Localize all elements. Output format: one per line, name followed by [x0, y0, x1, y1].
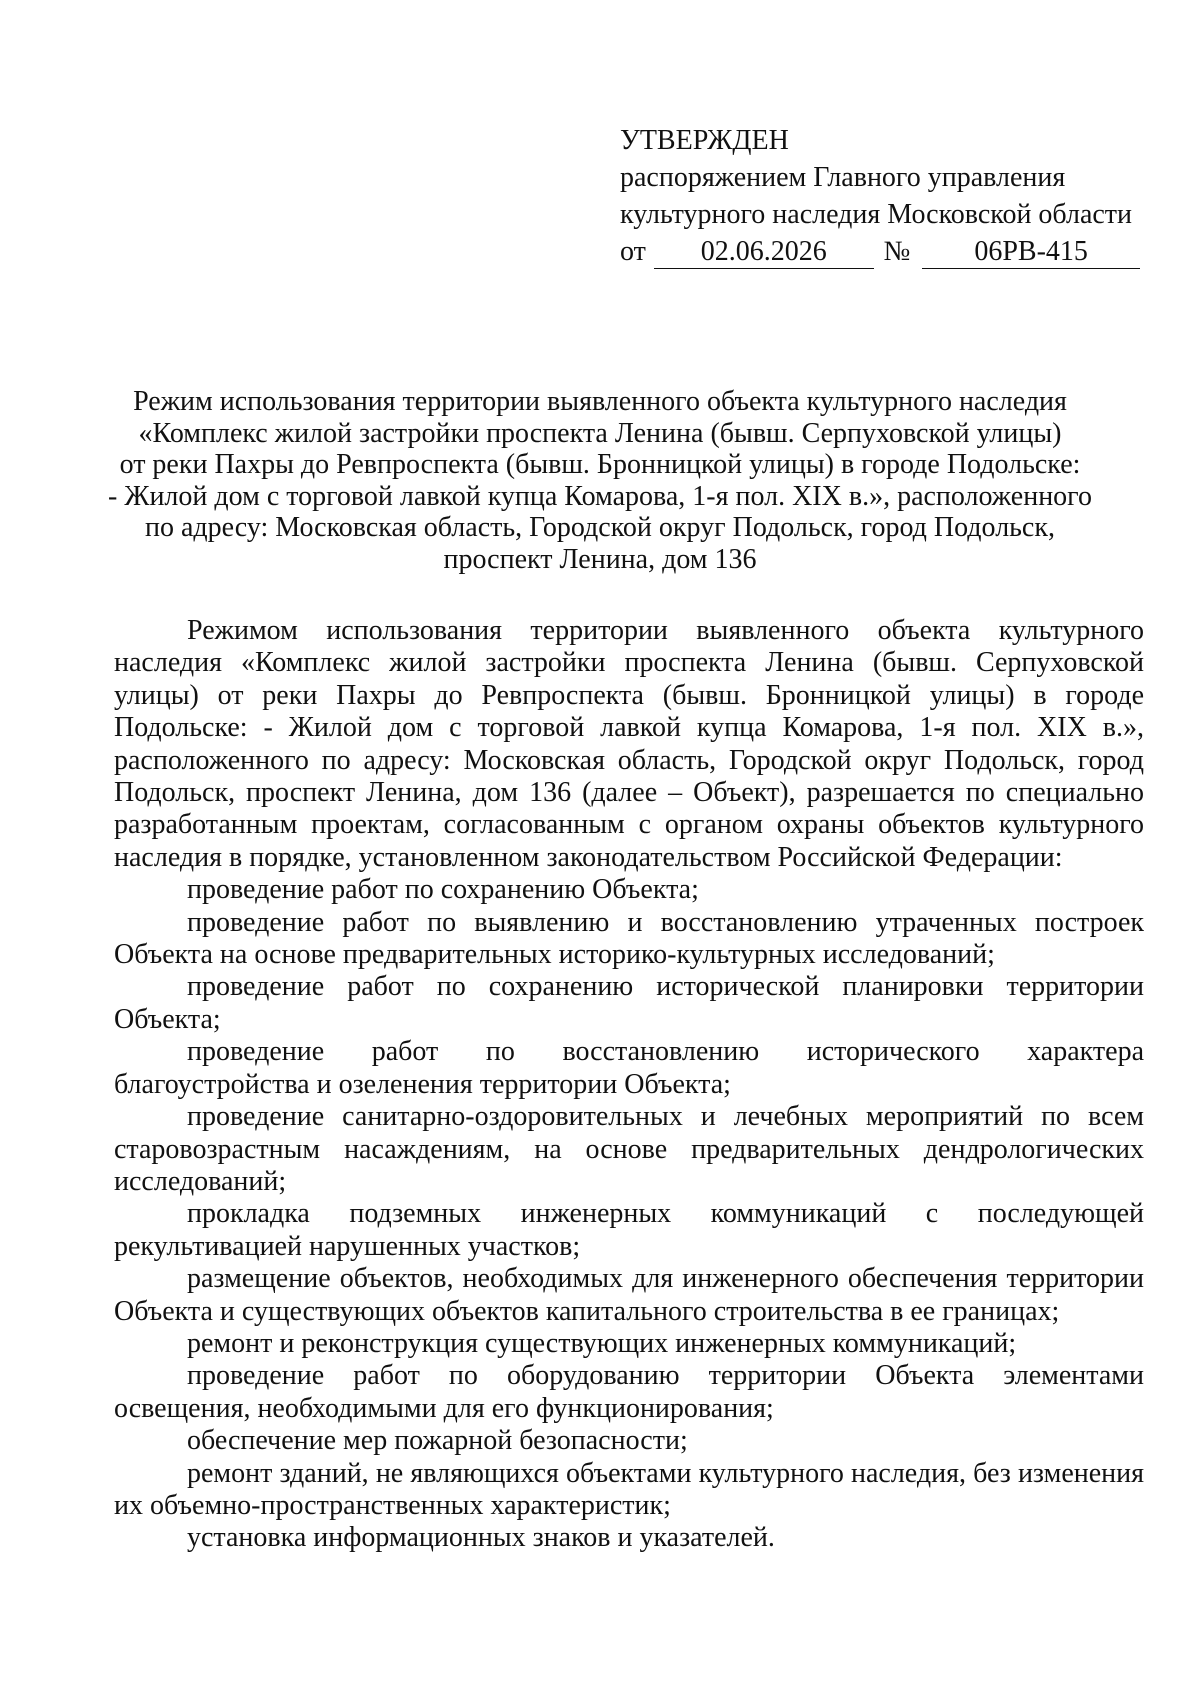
body-line: Подольске: - Жилой дом с торговой лавкой купца Комарова, 1-я пол. XIX в.», — [114, 712, 1144, 744]
list-item: проведение работ по выявлению и восстановлению утраченных построек — [187, 906, 1144, 938]
approval-line: распоряжением Главного управления — [620, 162, 1066, 193]
title-line: «Комплекс жилой застройки проспекта Ленина (бывш. Серпуховской улицы) — [138, 417, 1062, 449]
list-item: проведение работ по восстановлению исторического характера — [187, 1036, 1144, 1068]
number-sign: № — [883, 236, 911, 267]
list-item: проведение работ по оборудованию территории Объекта элементами — [187, 1360, 1144, 1392]
body-line: расположенного по адресу: Московская область, Городской округ Подольск, город — [114, 744, 1144, 776]
document-title — [100, 386, 1100, 575]
list-item: ремонт зданий, не являющихся объектами культурного наследия, без изменения — [187, 1457, 1144, 1489]
list-item: ремонт и реконструкция существующих инженерных коммуникаций; — [187, 1327, 1017, 1359]
list-item: проведение работ по сохранению Объекта; — [187, 874, 699, 906]
title-line: проспект Ленина, дом 136 — [443, 543, 757, 575]
document-body — [114, 615, 1144, 1555]
list-item-continuation: Объекта и существующих объектов капитального строительства в ее границах; — [114, 1295, 1060, 1327]
list-item-continuation: Объекта; — [114, 1003, 221, 1035]
list-item-continuation: старовозрастным насаждениям, на основе предварительных дендрологических — [114, 1133, 1144, 1165]
list-item-continuation: рекультивацией нарушенных участков; — [114, 1230, 581, 1262]
body-line: Режимом использования территории выявленного объекта культурного — [187, 615, 1144, 646]
title-line: по адресу: Московская область, Городской округ Подольск, город Подольск, — [145, 512, 1055, 543]
body-line: разработанным проектам, согласованным с органом охраны объектов культурного — [114, 809, 1144, 841]
list-item: проведение санитарно-оздоровительных и лечебных мероприятий по всем — [187, 1101, 1144, 1133]
list-item: размещение объектов, необходимых для инженерного обеспечения территории — [187, 1263, 1144, 1295]
body-line: улицы) от реки Пахры до Ревпроспекта (бывш. Бронницкой улицы) в городе — [114, 679, 1144, 711]
title-line: от реки Пахры до Ревпроспекта (бывш. Бронницкой улицы) в городе Подольске: — [119, 449, 1081, 480]
list-item-continuation: исследований; — [114, 1165, 287, 1197]
list-item: установка информационных знаков и указателей. — [187, 1522, 775, 1554]
body-line: наследия «Комплекс жилой застройки проспекта Ленина (бывш. Серпуховской — [114, 647, 1144, 679]
list-item: прокладка подземных инженерных коммуникаций с последующей — [187, 1198, 1144, 1230]
body-line: наследия в порядке, установленном законодательством Российской Федерации: — [114, 841, 1063, 873]
approval-date: 02.06.2026 — [654, 235, 874, 269]
approval-title: УТВЕРЖДЕН — [620, 125, 789, 156]
approval-line: культурного наследия Московской области — [620, 199, 1133, 230]
list-item-continuation: благоустройства и озеленения территории Объекта; — [114, 1068, 731, 1100]
title-line: - Жилой дом с торговой лавкой купца Комарова, 1-я пол. XIX в.», расположенного — [108, 480, 1092, 512]
title-line: Режим использования территории выявленного объекта культурного наследия — [133, 386, 1067, 417]
approval-date-row — [620, 233, 1140, 270]
approval-number: 06РВ-415 — [922, 235, 1140, 269]
approval-block — [620, 122, 1140, 270]
list-item-continuation: Объекта на основе предварительных историко-культурных исследований; — [114, 939, 995, 971]
list-item: проведение работ по сохранению исторической планировки территории — [187, 971, 1144, 1003]
body-line: Подольск, проспект Ленина, дом 136 (далее – Объект), разрешается по специально — [114, 777, 1144, 809]
list-item-continuation: их объемно-пространственных характеристик; — [114, 1489, 671, 1521]
list-item-continuation: освещения, необходимыми для его функционирования; — [114, 1392, 774, 1424]
list-item: обеспечение мер пожарной безопасности; — [187, 1425, 688, 1457]
from-label: от — [620, 236, 646, 267]
